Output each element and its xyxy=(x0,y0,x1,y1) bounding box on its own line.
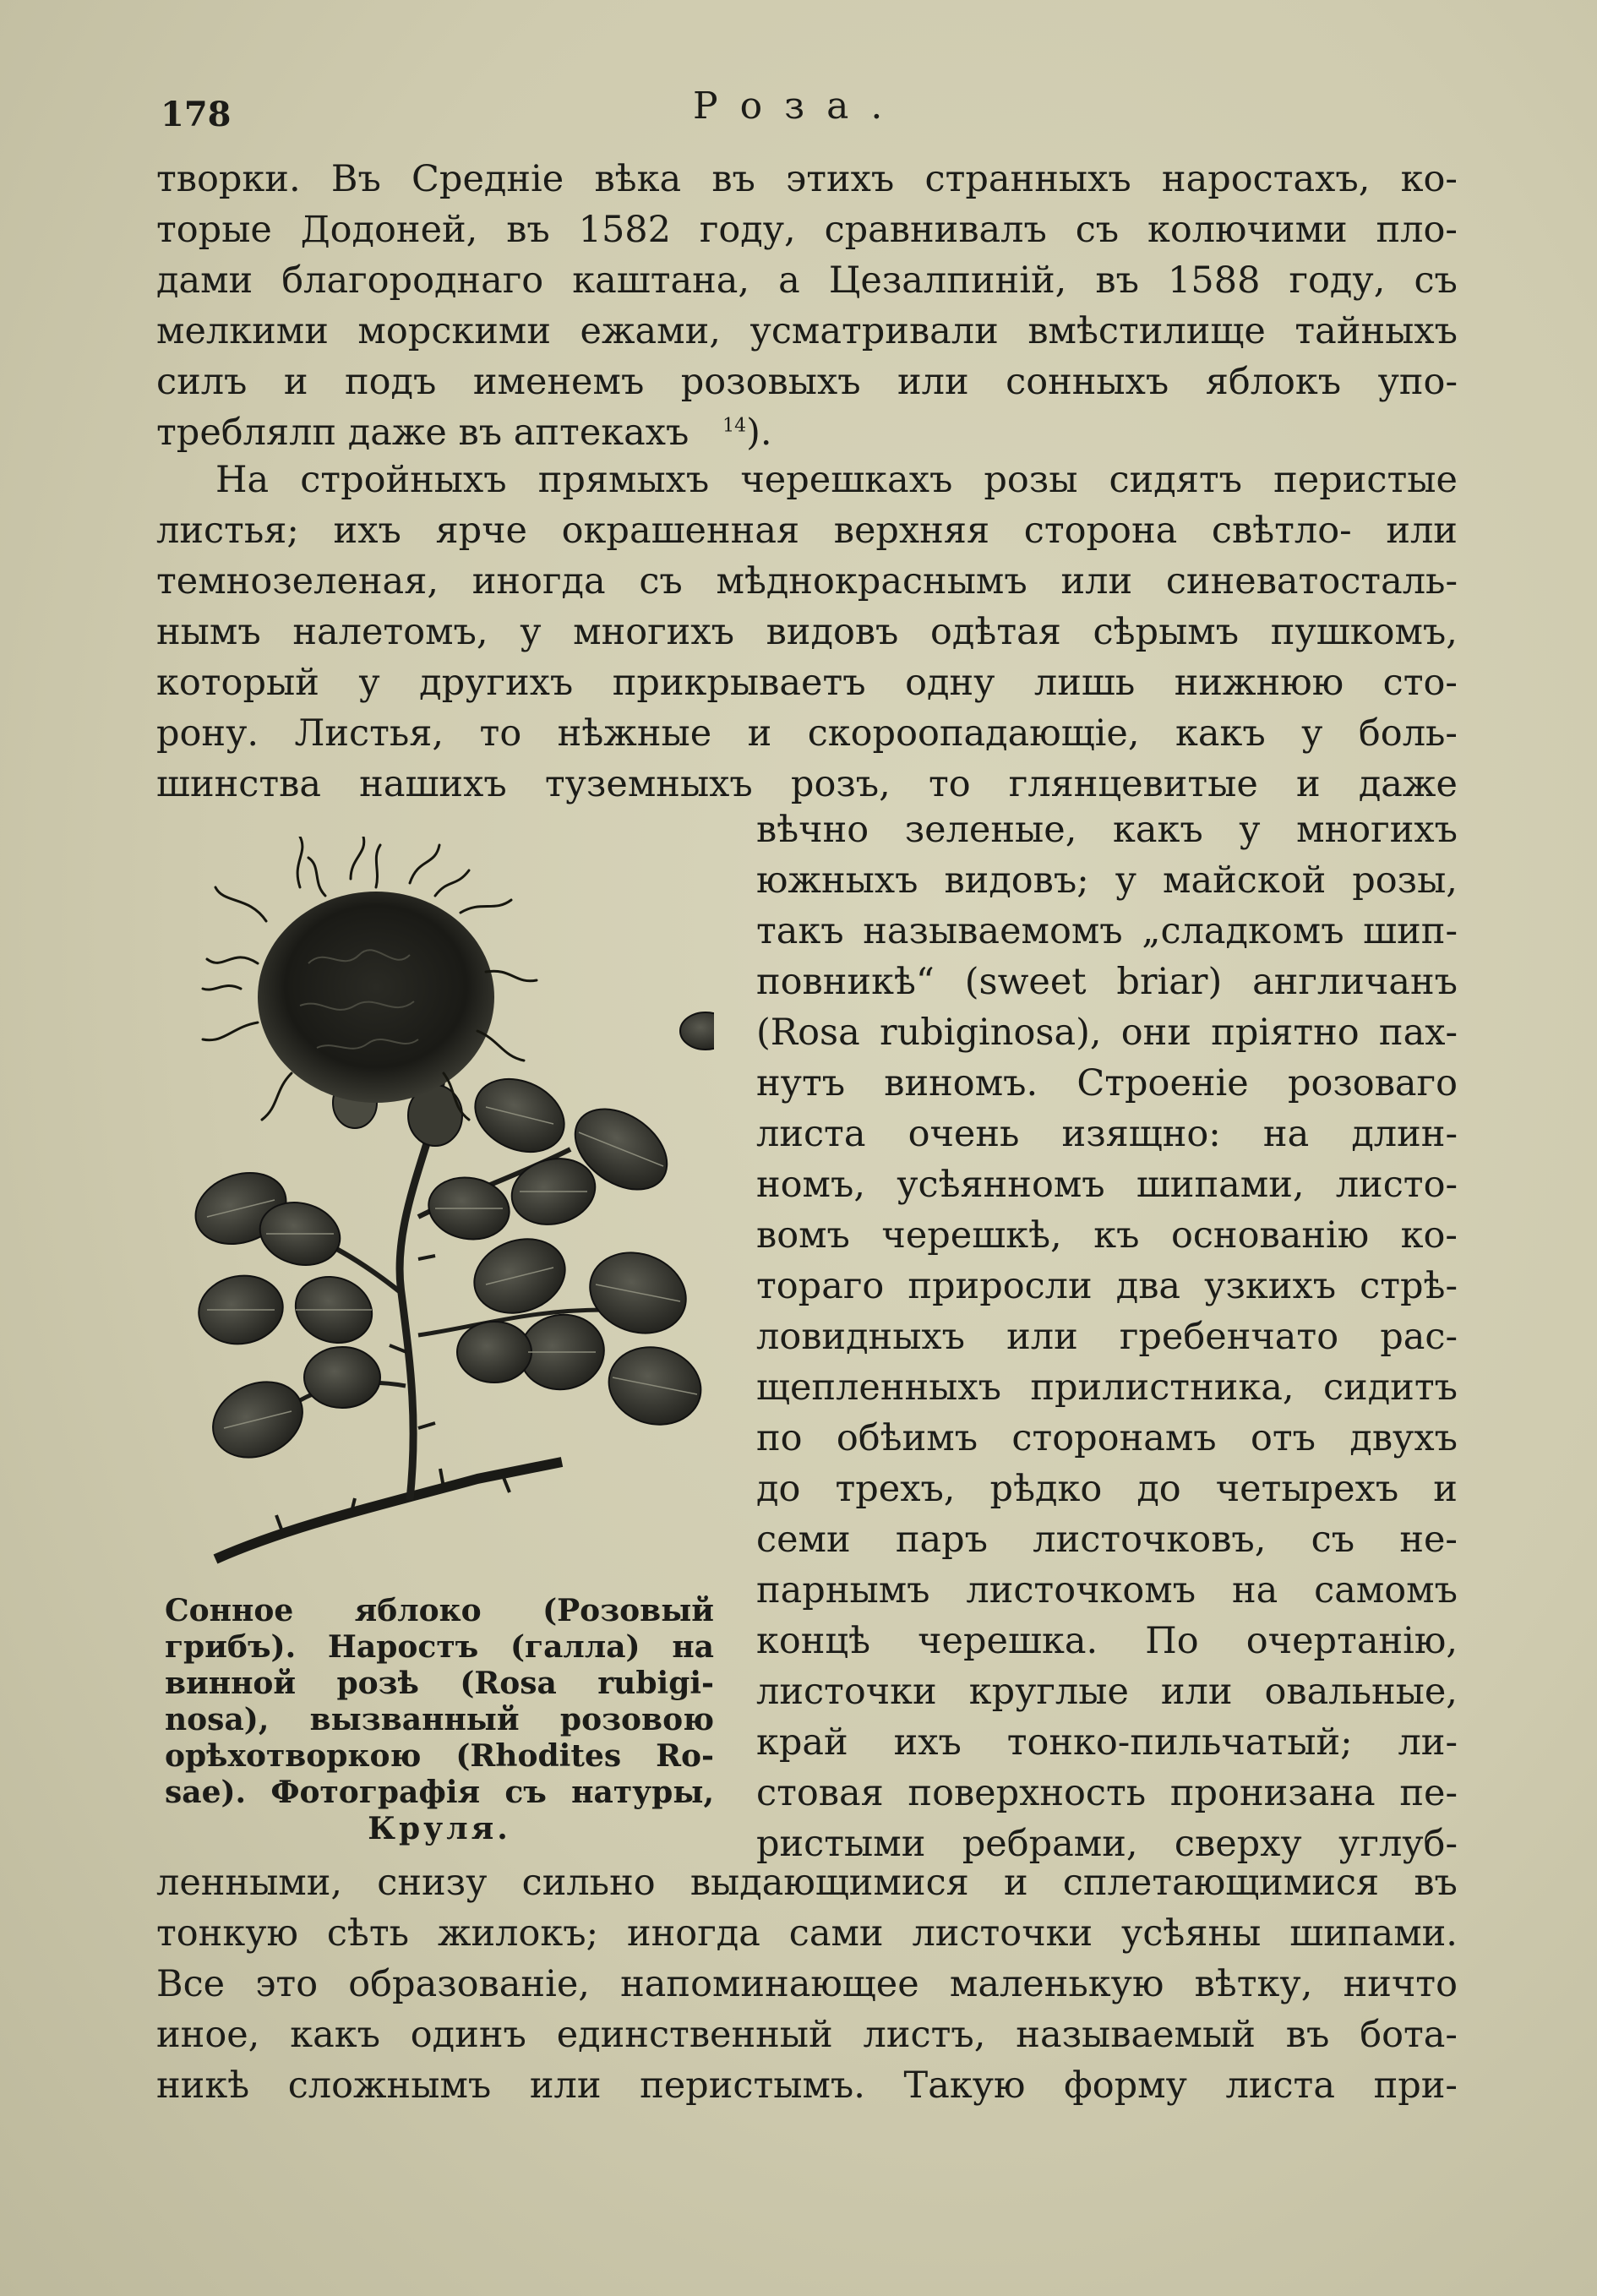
text-line: шинства нашихъ туземныхъ розъ, то глянцевитые и даже xyxy=(156,763,1458,805)
text-line: темнозеленая, иногда съ мѣднокраснымъ или синеватосталь- xyxy=(156,560,1458,603)
paragraph-2-end xyxy=(156,1857,1458,2111)
text-line: такъ называемомъ „сладкомъ шип- xyxy=(756,910,1458,952)
text-line: силъ и подъ именемъ розовыхъ или сонныхъ яблокъ упо- xyxy=(156,361,1458,403)
caption-line: грибъ). Наростъ (галла) на xyxy=(165,1629,714,1665)
page-number: 178 xyxy=(161,95,232,134)
text-line: листа очень изящно: на длин- xyxy=(756,1113,1458,1155)
paragraph-2 xyxy=(156,455,1458,810)
running-title: Роза. xyxy=(693,85,905,128)
text-line: треблялп даже въ аптекахъ $^{14}$). xyxy=(156,412,772,454)
caption-line: nosa), вызванный розовою xyxy=(165,1702,714,1737)
caption-line: Сонное яблоко (Розовый xyxy=(165,1593,714,1628)
footnote-ref: 14 xyxy=(722,415,747,437)
text-line: дами благороднаго каштана, а Цезалпиній, въ 1588 году, съ xyxy=(156,259,1458,302)
caption-line: Круля. xyxy=(368,1811,511,1846)
text-line: никѣ сложнымъ или перистымъ. Такую форму листа при- xyxy=(156,2064,1458,2107)
text-line: ристыми ребрами, сверху углуб- xyxy=(756,1823,1458,1865)
text-line: щепленныхъ прилистника, сидитъ xyxy=(756,1366,1458,1409)
text-line: На стройныхъ прямыхъ черешкахъ розы сидятъ перистые xyxy=(215,459,1458,501)
paragraph-2-column xyxy=(756,804,1458,1869)
text-line: тораго приросли два узкихъ стрѣ- xyxy=(756,1265,1458,1307)
text-line: мелкими морскими ежами, усматривали вмѣстилище тайныхъ xyxy=(156,310,1458,352)
text-line: семи паръ листочковъ, съ не- xyxy=(756,1519,1458,1561)
text-line: листочки круглые или овальные, xyxy=(756,1671,1458,1713)
rose-gall-illustration xyxy=(165,837,714,1580)
text-line: стовая поверхность пронизана пе- xyxy=(756,1772,1458,1814)
rose-branch-engraving xyxy=(165,837,714,1580)
text-line: который у другихъ прикрываетъ одну лишь нижнюю сто- xyxy=(156,662,1458,704)
text-line: концѣ черешка. По очертанію, xyxy=(756,1620,1458,1662)
text-line: номъ, усѣянномъ шипами, листо- xyxy=(756,1164,1458,1206)
text-line: (Rosa rubiginosa), они пріятно пах- xyxy=(756,1012,1458,1054)
text-line: вѣчно зеленые, какъ у многихъ xyxy=(756,809,1458,851)
text-line: ловидныхъ или гребенчато рас- xyxy=(756,1316,1458,1358)
text-line: иное, какъ одинъ единственный листъ, называемый въ бота- xyxy=(156,2014,1458,2056)
caption-line: винной розѣ (Rosa rubigi- xyxy=(165,1666,714,1701)
text-line: нымъ налетомъ, у многихъ видовъ одѣтая сѣрымъ пушкомъ, xyxy=(156,611,1458,653)
text-line: нутъ виномъ. Строеніе розоваго xyxy=(756,1062,1458,1104)
caption-line: sae). Фотографія съ натуры, xyxy=(165,1775,714,1810)
text-line: рону. Листья, то нѣжные и скороопадающіе, какъ у боль- xyxy=(156,712,1458,755)
text-line: листья; ихъ ярче окрашенная верхняя сторона свѣтло- или xyxy=(156,510,1458,552)
text-line: тонкую сѣть жилокъ; иногда сами листочки усѣяны шипами. xyxy=(156,1912,1458,1955)
text-line: южныхъ видовъ; у майской розы, xyxy=(756,859,1458,902)
text-line: Все это образованіе, напоминающее маленькую вѣтку, ничто xyxy=(156,1963,1458,2005)
paragraph-1 xyxy=(156,154,1458,458)
text-line: вомъ черешкѣ, къ основанію ко- xyxy=(756,1214,1458,1257)
text-line: ленными, снизу сильно выдающимися и сплетающимися въ xyxy=(156,1862,1458,1904)
text-line: творки. Въ Средніе вѣка въ этихъ странныхъ наростахъ, ко- xyxy=(156,158,1458,200)
figure-caption xyxy=(165,1593,714,1847)
text-line: край ихъ тонко-пильчатый; ли- xyxy=(756,1721,1458,1764)
text-line: повникѣ“ (sweet briar) англичанъ xyxy=(756,961,1458,1003)
caption-line: орѣхотворкою (Rhodites Ro- xyxy=(165,1738,714,1774)
text-line: до трехъ, рѣдко до четырехъ и xyxy=(756,1468,1458,1510)
text-line: парнымъ листочкомъ на самомъ xyxy=(756,1569,1458,1612)
text-line: торые Додоней, въ 1582 году, сравнивалъ съ колючими пло- xyxy=(156,209,1458,251)
text-line: по обѣимъ сторонамъ отъ двухъ xyxy=(756,1417,1458,1459)
